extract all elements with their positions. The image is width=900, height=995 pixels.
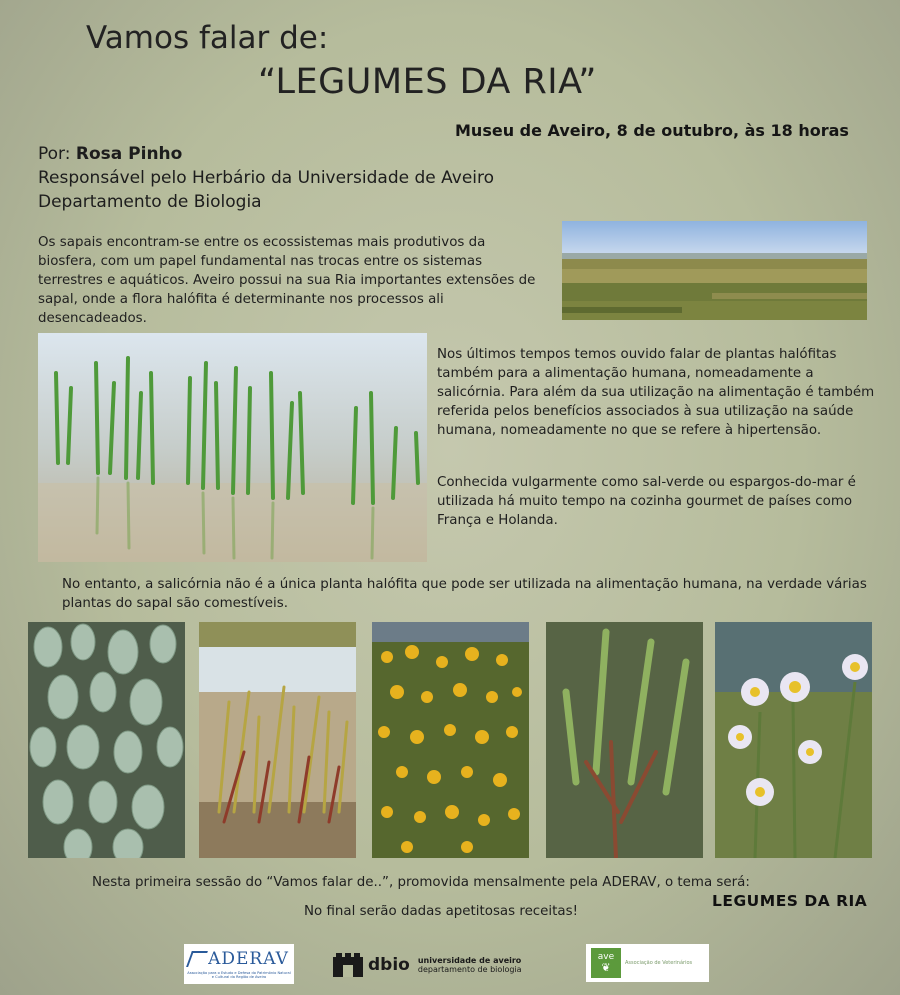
plant-photo-green-shoots <box>546 622 703 858</box>
however-paragraph: No entanto, a salicórnia não é a única planta halófita que pode ser utilizada na alimentação humana, na verdade várias plantas do sapal são comestíveis. <box>62 577 867 611</box>
ua-department: departamento de biologia <box>417 965 522 974</box>
session-paragraph: Nesta primeira sessão do “Vamos falar de..”, promovida mensalmente pela ADERAV, o tema será: <box>92 875 750 890</box>
aderav-bird-icon <box>186 951 208 967</box>
plant-photo-aster-flowers <box>715 622 872 858</box>
ua-shield-icon <box>333 953 363 977</box>
ua-text-block <box>418 956 522 974</box>
ave-badge <box>591 948 621 978</box>
author-prefix: Por: <box>38 144 76 164</box>
heading-legumes-da-ria: “LEGUMES DA RIA” <box>258 62 597 102</box>
intro-paragraph: Os sapais encontram-se entre os ecossistemas mais produtivos da biosfera, com um papel fundamental nas trocas entre os sistemas terrestres e aquáticos. Aveiro possui na sua Ria importantes extensões de sapal, onde a flora halófita é determinante nos processos ali desencadeados. <box>38 235 536 326</box>
author-block <box>38 142 494 214</box>
author-line <box>38 142 494 166</box>
aderav-logo-mark <box>189 949 289 969</box>
plant-photo-samphire-shrub <box>199 622 356 858</box>
leaf-icon: ❦ <box>601 961 611 974</box>
author-department: Departamento de Biologia <box>38 192 262 212</box>
plant-photo-silver-leaves <box>28 622 185 858</box>
ave-subtitle: Associação de Veterinários <box>625 960 693 966</box>
ua-dbio-logo <box>333 953 522 977</box>
ave-text: ave <box>597 952 615 962</box>
ua-name: universidade de aveiro <box>417 956 522 965</box>
marsh-landscape-photo <box>562 221 867 320</box>
recipes-note: No final serão dadas apetitosas receitas! <box>304 904 578 919</box>
dbio-text: dbio <box>368 955 410 975</box>
known-as-paragraph: Conhecida vulgarmente como sal-verde ou espargos-do-mar é utilizada há muito tempo na cozinha gourmet de países como França e Holanda. <box>437 475 856 528</box>
aderav-logo-text: ADERAV <box>208 948 289 969</box>
heading-vamos-falar: Vamos falar de: <box>86 20 329 56</box>
aderav-logo <box>184 944 294 984</box>
halophytes-paragraph: Nos últimos tempos temos ouvido falar de plantas halófitas também para a alimentação humana, nomeadamente a salicórnia. Para além da sua utilização na alimentação é também referida pelos benefícios associados à sua utilização na saúde humana, nomeadamente no que se refere à hipertensão. <box>437 347 875 438</box>
salicornia-photo <box>38 333 427 562</box>
theme-title: LEGUMES DA RIA <box>712 892 868 910</box>
aderav-logo-subtitle: Associação para o Estudo e Defesa do Património Natural e Cultural da Região de Aveiro <box>187 970 291 979</box>
ave-logo <box>586 944 709 982</box>
author-name: Rosa Pinho <box>75 144 183 164</box>
event-venue-date: Museu de Aveiro, 8 de outubro, às 18 horas <box>455 121 849 140</box>
plant-photo-yellow-flowers <box>372 622 529 858</box>
author-role: Responsável pelo Herbário da Universidade de Aveiro <box>38 168 495 188</box>
